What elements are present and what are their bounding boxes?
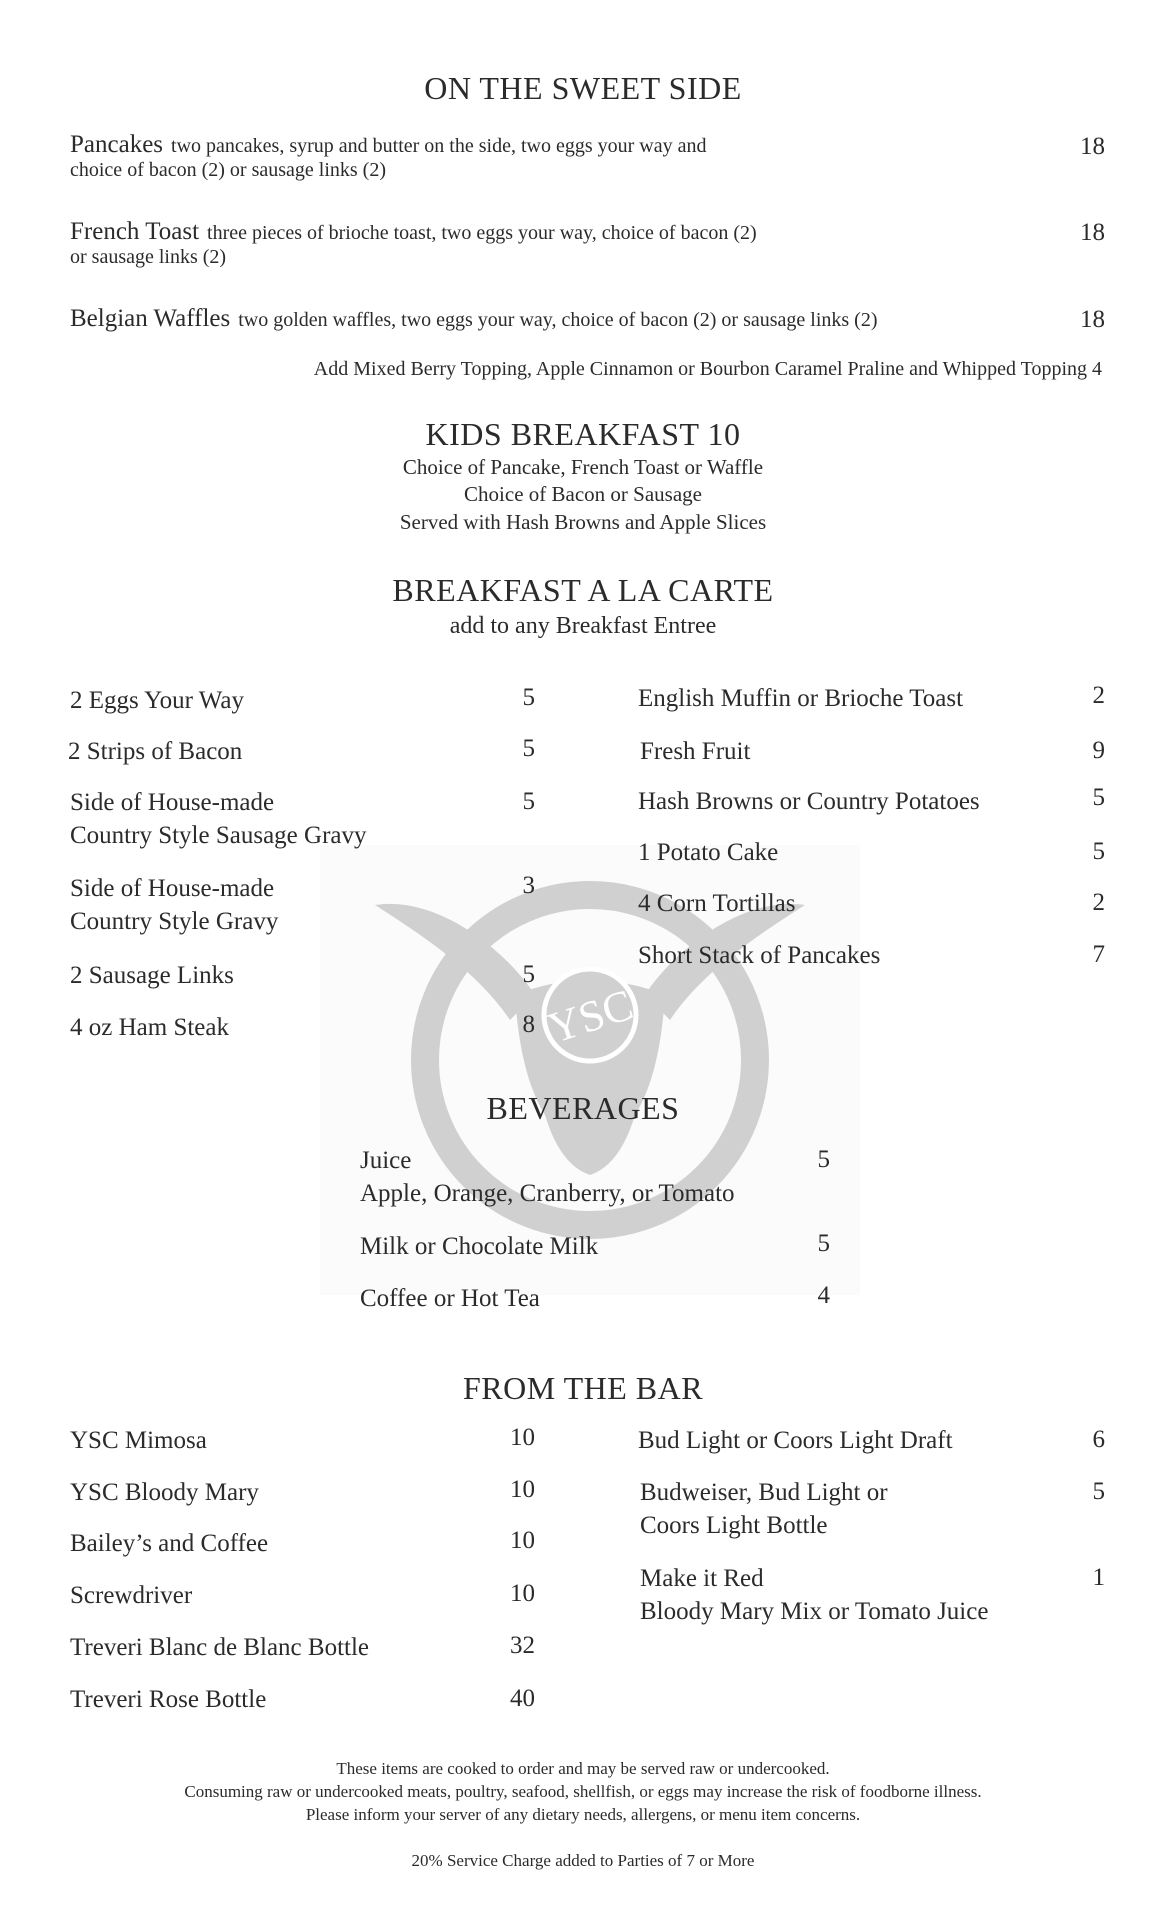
item-price: 40: [510, 1685, 535, 1712]
bar-item: Treveri Rose Bottle: [70, 1686, 267, 1713]
topping-addon: Add Mixed Berry Topping, Apple Cinnamon or Bourbon Caramel Praline and Whipped Topping 4: [313, 358, 1102, 380]
kids-breakfast-title: KIDS BREAKFAST 10: [425, 416, 741, 452]
item-price: 5: [1092, 838, 1105, 865]
footer-note: These items are cooked to order and may be served raw or undercooked.: [336, 1759, 830, 1778]
alacarte-item: English Muffin or Brioche Toast: [638, 685, 964, 712]
item-price: 5: [817, 1230, 830, 1257]
service-charge-note: 20% Service Charge added to Parties of 7 or More: [411, 1851, 755, 1870]
item-price: 10: [510, 1424, 535, 1451]
bar-item: Bailey’s and Coffee: [70, 1530, 269, 1557]
beverage-item: Juice Apple, Orange, Cranberry, or Tomato: [360, 1147, 735, 1207]
item-price: 4: [817, 1282, 830, 1309]
item-price: 18: [1080, 306, 1105, 333]
item-price: 10: [510, 1580, 535, 1607]
beverage-item: Coffee or Hot Tea: [360, 1285, 540, 1312]
item-name: Pancakes: [70, 131, 164, 158]
bar-item: Make it Red Bloody Mary Mix or Tomato Juice: [640, 1565, 989, 1625]
item-desc: three pieces of brioche toast, two eggs your way, choice of bacon (2): [207, 222, 757, 244]
item-price: 5: [522, 684, 535, 711]
kids-line: Choice of Pancake, French Toast or Waffle: [402, 455, 764, 479]
item-price: 2: [1092, 889, 1105, 916]
item-price: 10: [510, 1476, 535, 1503]
item-desc: two pancakes, syrup and butter on the side, two eggs your way and: [171, 135, 707, 157]
logo-text: YSC: [542, 979, 639, 1053]
menu-item-pancakes: [70, 131, 820, 182]
kids-line: Served with Hash Browns and Apple Slices: [399, 510, 767, 534]
alacarte-item: 1 Potato Cake: [638, 839, 779, 866]
item-price: 18: [1080, 133, 1105, 160]
item-price: 1: [1092, 1564, 1105, 1591]
menu-item-french-toast: [70, 218, 870, 269]
item-price: 5: [522, 735, 535, 762]
item-price: 5: [817, 1146, 830, 1173]
item-desc: two golden waffles, two eggs your way, choice of bacon (2) or sausage links (2): [238, 309, 878, 331]
alacarte-item: Side of House-made Country Style Sausage Gravy: [70, 789, 367, 849]
item-price: 7: [1092, 941, 1105, 968]
bar-item: Treveri Blanc de Blanc Bottle: [70, 1634, 370, 1661]
item-name: French Toast: [70, 218, 200, 245]
bar-item: Budweiser, Bud Light or Coors Light Bottle: [640, 1479, 888, 1539]
bar-item: Screwdriver: [70, 1582, 193, 1609]
bar-item: YSC Bloody Mary: [70, 1479, 259, 1506]
item-price: 5: [522, 961, 535, 988]
alacarte-item: Hash Browns or Country Potatoes: [638, 788, 980, 815]
item-price: 18: [1080, 219, 1105, 246]
alacarte-item: Fresh Fruit: [640, 738, 751, 765]
alacarte-item: 4 oz Ham Steak: [70, 1014, 229, 1041]
bar-title: FROM THE BAR: [462, 1370, 704, 1406]
item-price: 3: [522, 872, 535, 899]
item-name: Belgian Waffles: [70, 305, 231, 332]
item-price: 32: [510, 1632, 535, 1659]
item-price: 2: [1092, 682, 1105, 709]
alacarte-item: 4 Corn Tortillas: [638, 890, 796, 917]
alacarte-item: Side of House-made Country Style Gravy: [70, 875, 279, 935]
bar-item: Bud Light or Coors Light Draft: [638, 1427, 953, 1454]
beverage-item: Milk or Chocolate Milk: [360, 1233, 599, 1260]
alacarte-item: 2 Strips of Bacon: [68, 738, 243, 765]
alacarte-item: Short Stack of Pancakes: [638, 942, 881, 969]
beverages-title: BEVERAGES: [486, 1090, 680, 1126]
bar-item: YSC Mimosa: [70, 1427, 207, 1454]
sweet-side-title: ON THE SWEET SIDE: [424, 70, 742, 106]
menu-item-belgian-waffles: [70, 305, 990, 333]
alacarte-title: BREAKFAST A LA CARTE: [392, 572, 774, 608]
item-price: 8: [522, 1011, 535, 1038]
item-desc: choice of bacon (2) or sausage links (2): [70, 159, 386, 181]
item-price: 5: [1092, 784, 1105, 811]
item-price: 10: [510, 1527, 535, 1554]
item-desc: or sausage links (2): [70, 246, 227, 268]
item-price: 6: [1092, 1426, 1105, 1453]
item-price: 5: [1092, 1478, 1105, 1505]
alacarte-item: 2 Sausage Links: [70, 962, 234, 989]
alacarte-subtitle: add to any Breakfast Entree: [449, 613, 717, 639]
kids-line: Choice of Bacon or Sausage: [464, 482, 702, 506]
footer-note: Please inform your server of any dietary needs, allergens, or menu item concerns.: [305, 1805, 861, 1824]
item-price: 5: [522, 788, 535, 815]
item-price: 9: [1092, 737, 1105, 764]
footer-note: Consuming raw or undercooked meats, poultry, seafood, shellfish, or eggs may increase the risk of foodborne illness.: [184, 1782, 982, 1801]
alacarte-item: 2 Eggs Your Way: [70, 687, 244, 714]
